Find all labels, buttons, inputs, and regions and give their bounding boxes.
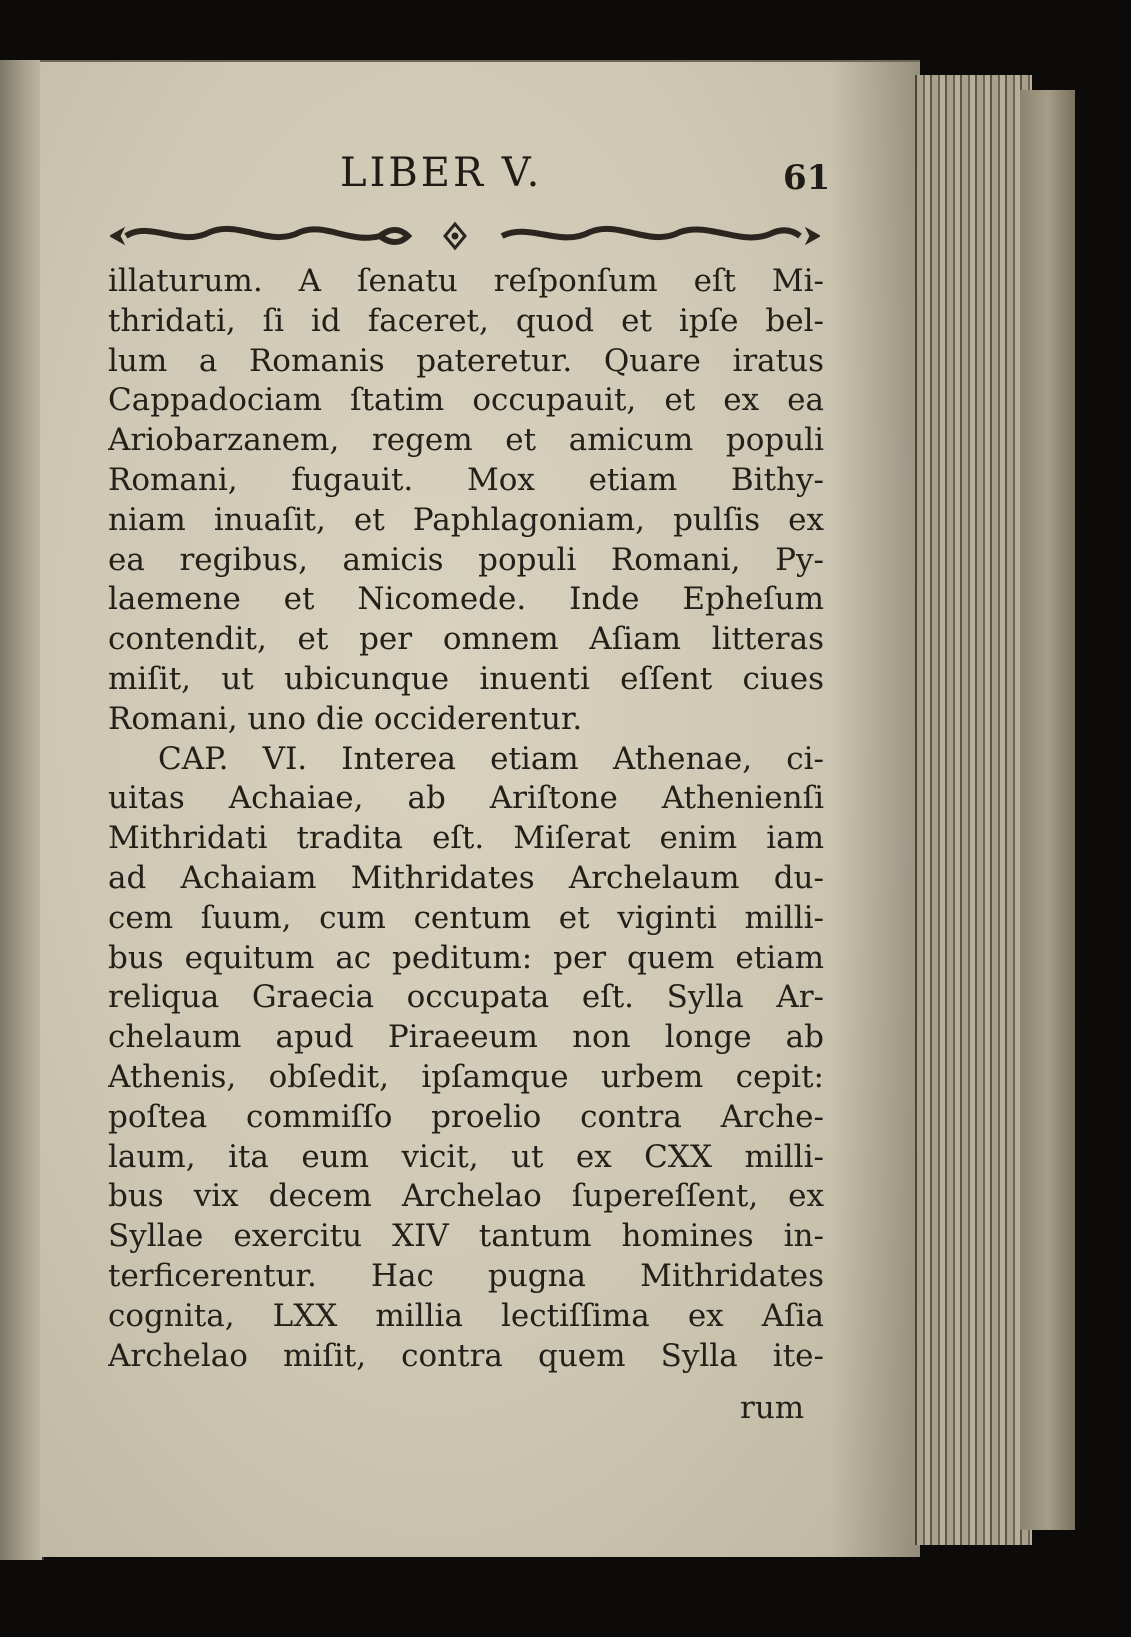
previous-page-edge	[0, 60, 44, 1560]
text-line: niam inuaſit, et Paphlagoniam, pulſis ex	[108, 501, 824, 538]
text-line: bus equitum ac peditum: per quem etiam	[108, 939, 824, 976]
text-line: lum a Romanis pateretur. Quare iratus	[108, 342, 824, 379]
text-line: Romani, fugauit. Mox etiam Bithy-	[108, 461, 824, 498]
text-line: laemene et Nicomede. Inde Epheſum	[108, 581, 824, 618]
book-cover-edge	[1020, 90, 1075, 1530]
text-line: ad Achaiam Mithridates Archelaum du-	[108, 859, 824, 896]
text-line: chelaum apud Piraeeum non longe ab	[108, 1019, 824, 1056]
text-line: Archelao miſit, contra quem Sylla ite-	[108, 1337, 824, 1374]
text-line: Syllae exercitu XIV tantum homines in-	[108, 1218, 824, 1255]
text-line: cognita, LXX millia lectiſſima ex Aſia	[108, 1297, 824, 1334]
page-block-edges	[915, 75, 1032, 1545]
body-text	[108, 262, 824, 1376]
catchword: rum	[740, 1390, 805, 1426]
text-line: bus vix decem Archelao ſupereſſent, ex	[108, 1178, 824, 1215]
text-line: reliqua Graecia occupata eſt. Sylla Ar-	[108, 979, 824, 1016]
text-line: terficerentur. Hac pugna Mithridates	[108, 1257, 824, 1294]
running-title: LIBER V.	[340, 150, 543, 196]
text-line: miſit, ut ubicunque inuenti eſſent ciues	[108, 660, 824, 697]
text-line: illaturum. A ſenatu reſponſum eſt Mi-	[108, 263, 824, 299]
text-line: laum, ita eum vicit, ut ex CXX milli-	[108, 1138, 824, 1175]
text-line: cem ſuum, cum centum et viginti milli-	[108, 899, 824, 936]
text-line: Ariobarzanem, regem et amicum populi	[108, 422, 824, 459]
text-line: Athenis, obſedit, ipſamque urbem cepit:	[108, 1058, 824, 1095]
ornamental-headpiece	[110, 218, 820, 254]
chapter-heading-line: CAP. VI. Interea etiam Athenae, ci-	[158, 740, 824, 777]
text-line: contendit, et per omnem Aſiam litteras	[108, 621, 824, 658]
text-line: Romani, uno die occiderentur.	[108, 700, 583, 737]
text-line: uitas Achaiae, ab Ariſtone Athenienſi	[108, 780, 824, 817]
text-line: Cappadociam ſtatim occupauit, et ex ea	[108, 382, 824, 419]
text-line: ea regibus, amicis populi Romani, Py-	[108, 541, 824, 578]
text-line: poſtea commiſſo proelio contra Arche-	[108, 1098, 824, 1135]
page-number: 61	[783, 158, 831, 198]
text-line: Mithridati tradita eſt. Miſerat enim iam	[108, 820, 824, 857]
text-line: thridati, ſi id faceret, quod et ipſe bel-	[108, 302, 824, 339]
